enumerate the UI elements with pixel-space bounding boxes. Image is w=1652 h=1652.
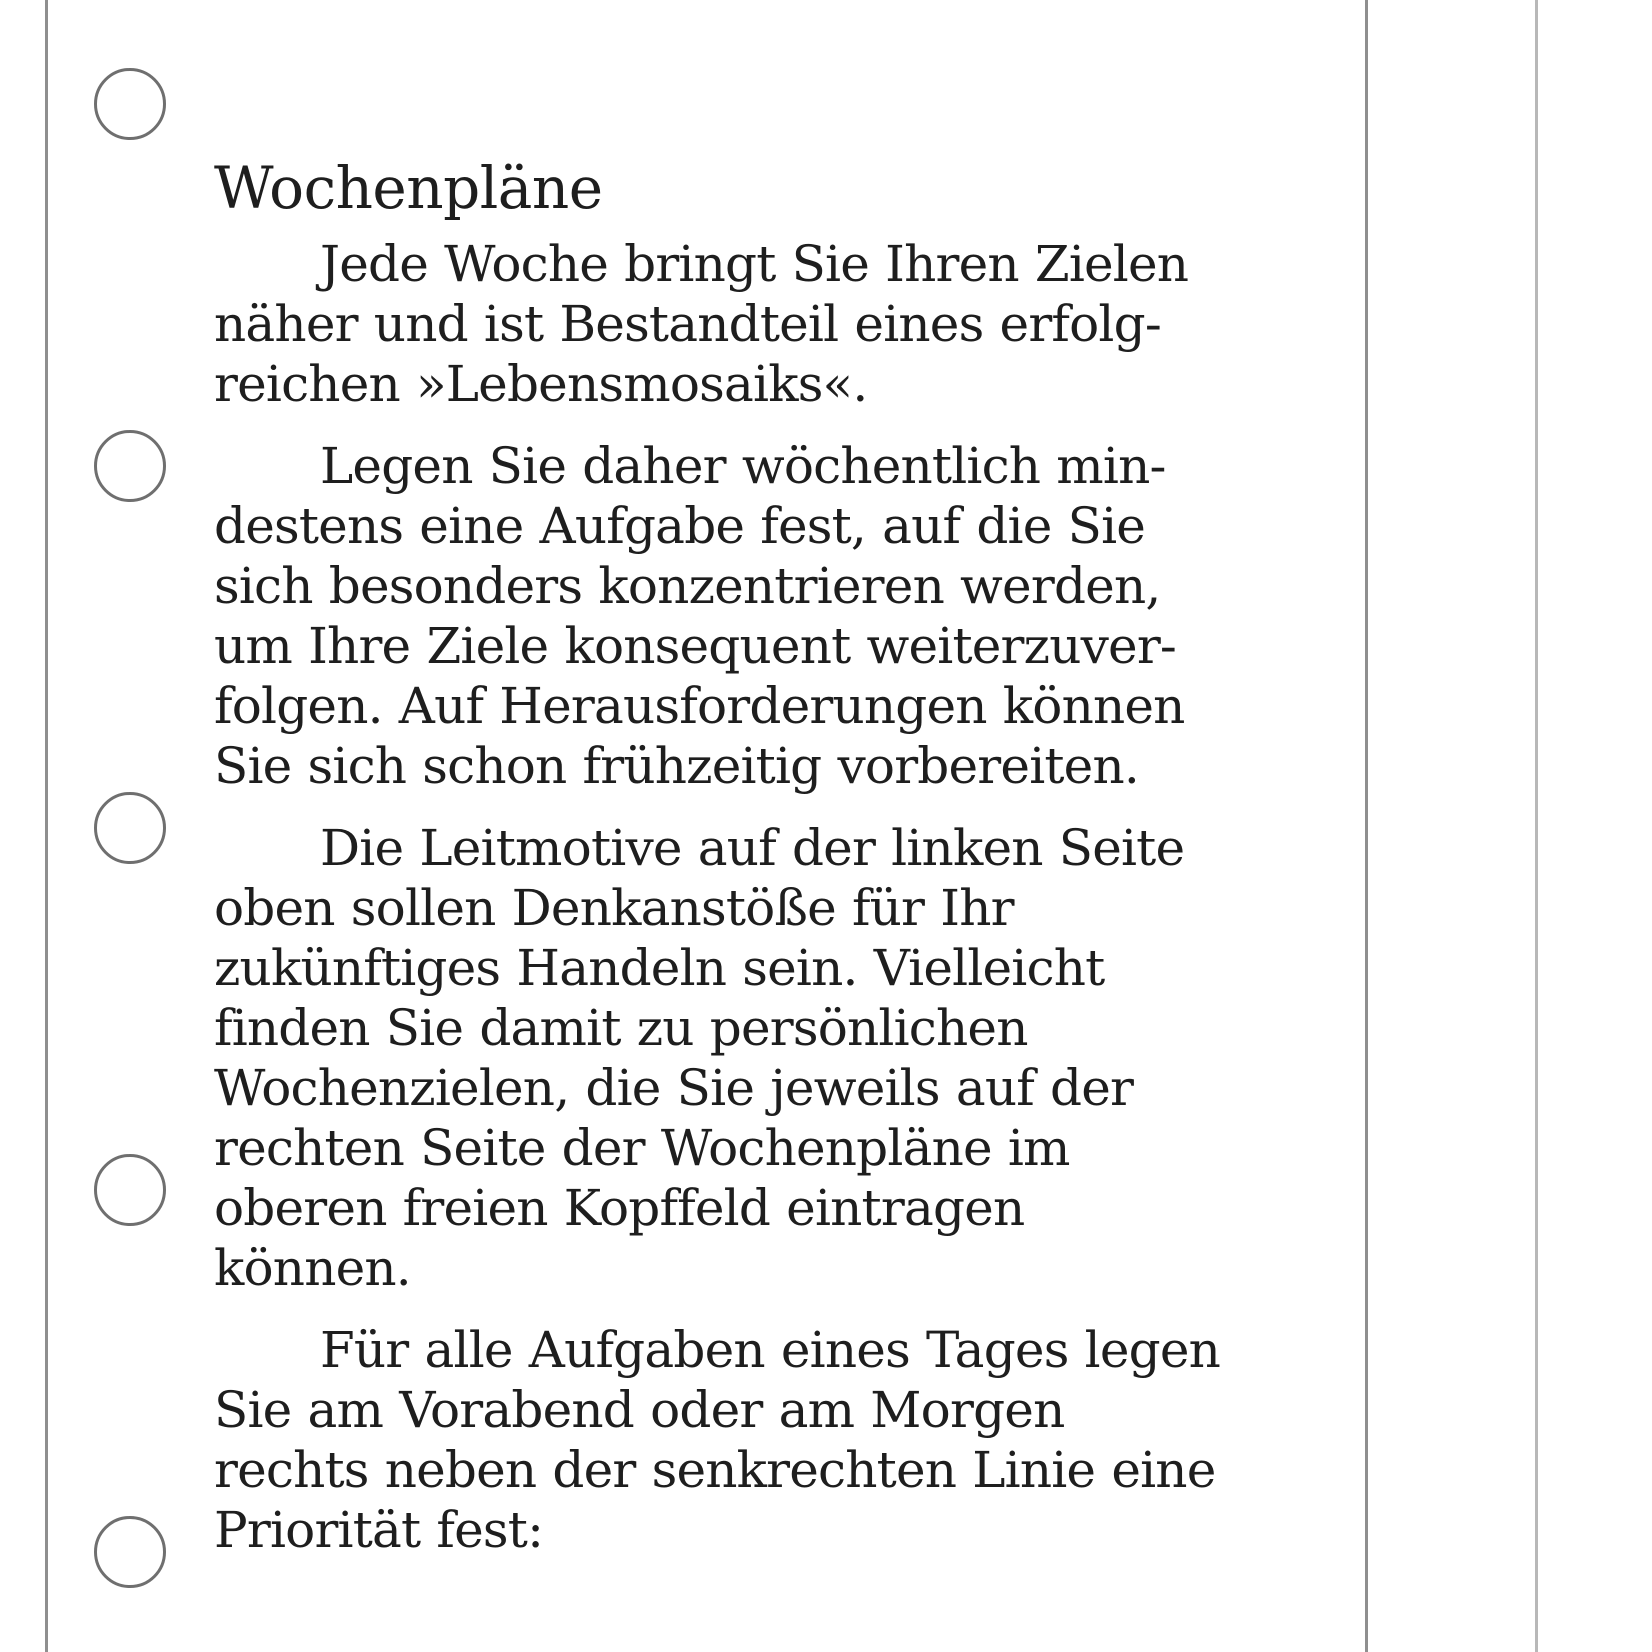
text-line: Sie am Vorabend oder am Morgen <box>214 1381 1065 1439</box>
text-line: Jede Woche bringt Sie Ihren Zielen <box>320 235 1189 293</box>
text-line: um Ihre Ziele konsequent weiterzuver- <box>214 617 1177 675</box>
binder-hole <box>94 1516 166 1588</box>
text-line: rechts neben der senkrechten Linie eine <box>214 1441 1216 1499</box>
paragraph <box>214 234 1214 414</box>
text-line: oberen freien Kopffeld eintragen <box>214 1179 1025 1237</box>
binder-hole <box>94 1154 166 1226</box>
text-line: Wochenzielen, die Sie jeweils auf der <box>214 1059 1134 1117</box>
text-line: rechten Seite der Wochenpläne im <box>214 1119 1070 1177</box>
binder-hole <box>94 792 166 864</box>
text-line: zukünftiges Handeln sein. Vielleicht <box>214 939 1105 997</box>
page-content <box>214 150 1221 1582</box>
paragraph <box>214 1320 1221 1560</box>
text-line: Legen Sie daher wöchentlich min- <box>320 437 1166 495</box>
paragraph <box>214 436 1214 796</box>
text-line: näher und ist Bestandteil eines erfolg- <box>214 295 1161 353</box>
text-line: destens eine Aufgabe fest, auf die Sie <box>214 497 1146 555</box>
text-line: Für alle Aufgaben eines Tages legen <box>320 1321 1221 1379</box>
text-line: Sie sich schon frühzeitig vorbereiten. <box>214 737 1139 795</box>
page-border-left <box>45 0 48 1652</box>
paragraph <box>214 818 1214 1298</box>
text-line: sich besonders konzentrieren werden, <box>214 557 1161 615</box>
page-title: Wochenpläne <box>214 154 603 222</box>
text-line: Priorität fest: <box>214 1501 544 1559</box>
text-line: reichen »Lebensmosaiks«. <box>214 355 868 413</box>
text-line: finden Sie damit zu persönlichen <box>214 999 1028 1057</box>
binder-hole <box>94 68 166 140</box>
text-line: oben sollen Denkanstöße für Ihr <box>214 879 1014 937</box>
text-line: folgen. Auf Herausforderungen können <box>214 677 1185 735</box>
text-line: können. <box>214 1239 411 1297</box>
adjacent-page-edge <box>1535 0 1538 1652</box>
page-border-right <box>1365 0 1368 1652</box>
text-line: Die Leitmotive auf der linken Seite <box>320 819 1185 877</box>
binder-hole <box>94 430 166 502</box>
